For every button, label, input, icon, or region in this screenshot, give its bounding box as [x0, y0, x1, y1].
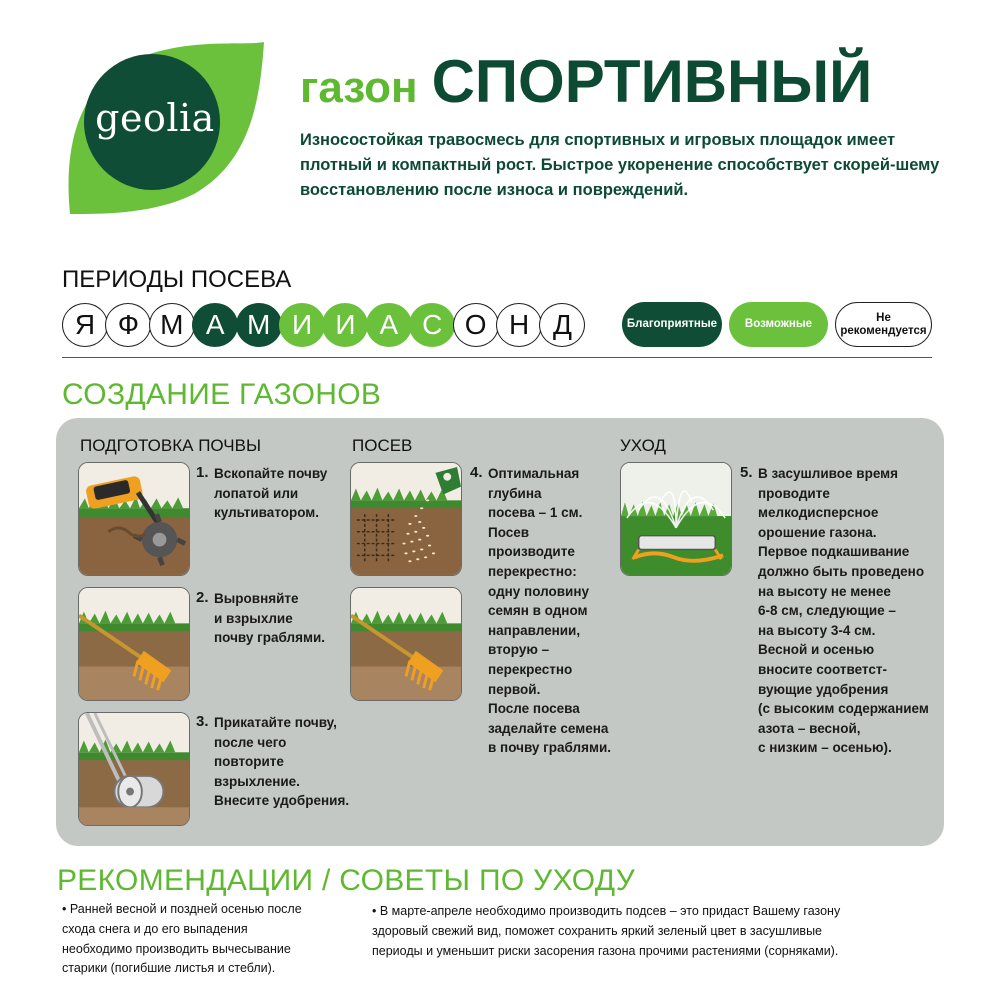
month-circle: Д — [539, 303, 585, 347]
recommendation-item: • Ранней весной и поздней осенью после схода снега и до его выпадения необходимо производить вычесывание старики (погибшие листья и стебли). — [62, 902, 302, 976]
step-text: Выровняйте и взрыхлие почву граблями. — [214, 591, 325, 646]
recommendations-title: РЕКОМЕНДАЦИИ / СОВЕТЫ ПО УХОДУ — [57, 864, 636, 897]
step-1 — [196, 464, 327, 523]
seeding-illustration — [350, 462, 462, 576]
cultivator-illustration — [78, 462, 190, 576]
column-title-sowing: ПОСЕВ — [352, 436, 413, 455]
month-circle: А — [192, 303, 238, 347]
step-text: Вскопайте почву лопатой или культиватором. — [214, 466, 328, 521]
logo-text: geolia — [95, 96, 215, 140]
legend-favorable: Благоприятные — [622, 302, 722, 347]
title-prefix: газон — [300, 63, 418, 112]
step-text: В засушливое время проводите мелкодисперсное орошение газона. Первое подкашивание должно быть проведено на высоту не менее 6-8 см, следующие – на высоту 3-4 см. Весной и осенью вносите соответст- вующие удобрения (с высоким содержанием азота – весной, с низким – осенью). — [758, 466, 929, 756]
step-5 — [740, 464, 929, 758]
step-4 — [470, 464, 611, 758]
periods-title: ПЕРИОДЫ ПОСЕВА — [62, 266, 292, 293]
month-circle: Ф — [105, 303, 151, 347]
rake-illustration — [78, 587, 190, 701]
step-number: 4. — [470, 464, 483, 481]
month-strip — [62, 303, 583, 347]
month-circle: И — [322, 303, 368, 347]
roller-illustration — [78, 712, 190, 826]
month-circle: И — [279, 303, 325, 347]
column-title-soil: ПОДГОТОВКА ПОЧВЫ — [80, 436, 261, 455]
page-title — [300, 48, 873, 115]
step-2 — [196, 589, 325, 648]
month-circle: А — [366, 303, 412, 347]
product-description: Износостойкая травосмесь для спортивных и игровых площадок имеет плотный и компактный рост. Быстрое укоренение способствует скорей-шему восстановлению после износа и повреждений. — [300, 131, 940, 199]
title-main: СПОРТИВНЫЙ — [431, 48, 873, 115]
step-number: 1. — [196, 464, 209, 481]
sprinkler-illustration — [620, 462, 732, 576]
month-circle: Я — [62, 303, 108, 347]
step-number: 5. — [740, 464, 753, 481]
legend-possible: Возможные — [729, 302, 828, 347]
month-circle: М — [236, 303, 282, 347]
month-circle: С — [409, 303, 455, 347]
month-circle: М — [149, 303, 195, 347]
legend-not-recommended: Не рекомендуется — [835, 302, 932, 347]
month-circle: Н — [496, 303, 542, 347]
step-number: 2. — [196, 589, 209, 606]
divider — [62, 357, 932, 358]
step-3 — [196, 713, 349, 811]
creation-title: СОЗДАНИЕ ГАЗОНОВ — [62, 378, 382, 411]
step-text: Прикатайте почву, после чего повторите взрыхление. Внесите удобрения. — [214, 715, 350, 809]
month-circle: О — [453, 303, 499, 347]
recommendation-item: • В марте-апреле необходимо производить подсев – это придаст Вашему газону здоровый свежий вид, поможет сохранить яркий зеленый цвет в засушливые периоды и уменьшит риски засорения газона прочими растениями (сорняками). — [372, 904, 841, 958]
rake-illustration — [350, 587, 462, 701]
step-text: Оптимальная глубина посева – 1 см. Посев производите перекрестно: одну половину семян в одном направлении, вторую – перекрестно первой. После посева заделайте семена в почву граблями. — [488, 466, 612, 756]
step-number: 3. — [196, 713, 209, 730]
column-title-care: УХОД — [620, 436, 666, 455]
